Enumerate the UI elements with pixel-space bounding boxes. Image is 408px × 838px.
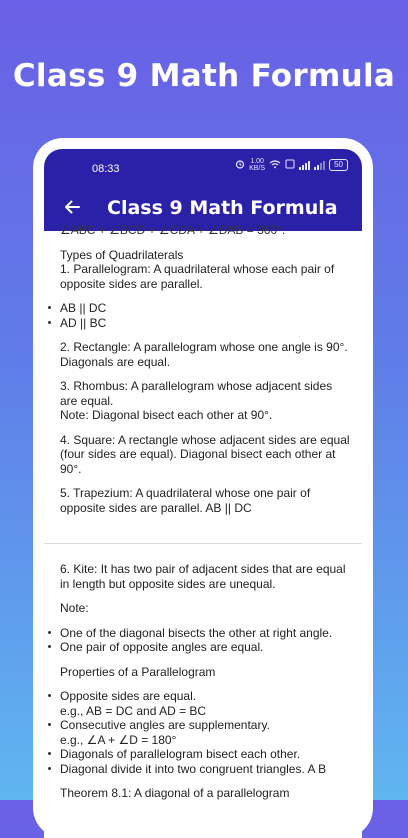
list-item-text: Diagonal divide it into two congruent triangles. A B <box>60 761 327 776</box>
theorem-text: Theorem 8.1: A diagonal of a parallelogram <box>60 786 290 800</box>
list-item-text: Consecutive angles are supplementary. <box>60 718 270 732</box>
list-item <box>60 718 350 747</box>
list-item-text: One pair of opposite angles are equal. <box>60 640 264 654</box>
list-item <box>60 762 350 777</box>
bullet-icon <box>48 321 51 324</box>
bullet-icon <box>48 306 51 309</box>
partial-formula-line: ∠ABC + ∠BCD + ∠CDA + ∠DAB = 360°. <box>60 223 286 237</box>
section-heading: Properties of a Parallelogram <box>60 664 216 679</box>
arrow-left-icon <box>64 199 80 215</box>
list-item <box>60 640 350 655</box>
list-item-text: One of the diagonal bisects the other at right angle. <box>60 625 333 640</box>
bullet-list <box>44 626 362 655</box>
section-heading: Types of Quadrilaterals <box>60 247 184 262</box>
battery-icon <box>329 159 348 171</box>
formula-content[interactable] <box>44 223 362 838</box>
bullet-icon <box>48 694 51 697</box>
list-item <box>60 689 350 718</box>
list-item-subtext: e.g., ∠A + ∠D = 180° <box>60 732 177 747</box>
status-bar <box>44 149 362 185</box>
wifi-icon <box>269 159 281 171</box>
list-item-text: AD || BC <box>60 315 107 330</box>
phone-screen <box>44 149 362 838</box>
signal-icon <box>299 160 310 170</box>
list-item <box>60 301 350 316</box>
bullet-list <box>44 689 362 776</box>
list-item <box>60 747 350 762</box>
promo-title: Class 9 Math Formula <box>12 58 396 94</box>
bullet-icon <box>48 723 51 726</box>
bullet-icon <box>48 752 51 755</box>
bullet-icon <box>48 631 51 634</box>
formula-item: 1. Parallelogram: A quadrilateral whose each pair of opposite sides are parallel. <box>60 262 335 291</box>
bullet-icon <box>48 645 51 648</box>
speed-unit: KB/S <box>249 165 266 172</box>
status-time: 08:33 <box>92 163 120 175</box>
volte-icon <box>285 159 295 171</box>
formula-item: 3. Rhombus: A parallelogram whose adjacent sides are equal. <box>60 379 333 408</box>
alarm-icon <box>235 159 245 171</box>
list-item-text: Diagonals of parallelogram bisect each other. <box>60 747 301 761</box>
note-label: Note: <box>60 601 89 615</box>
network-speed <box>249 158 265 172</box>
formula-item: 4. Square: A rectangle whose adjacent sides are equal (four sides are equal). Diagonal bisect each other at 90°. <box>60 432 350 476</box>
list-item <box>60 316 350 331</box>
bullet-icon <box>48 767 51 770</box>
back-button[interactable] <box>58 193 86 221</box>
formula-item: 2. Rectangle: A parallelogram whose one angle is 90°. Diagonals are equal. <box>60 340 348 369</box>
list-item-text: AB || DC <box>60 301 107 315</box>
formula-note: Note: Diagonal bisect each other at 90°. <box>60 408 273 422</box>
formula-card <box>44 223 362 515</box>
formula-card <box>44 543 362 801</box>
app-title: Class 9 Math Formula <box>107 197 338 219</box>
signal-icon-2 <box>314 160 325 170</box>
speed-value: 1.00 <box>250 158 264 165</box>
list-item-text: Opposite sides are equal. <box>60 689 197 703</box>
status-icons <box>235 158 348 172</box>
formula-item: 5. Trapezium: A quadrilateral whose one pair of opposite sides are parallel. AB || DC <box>60 486 311 515</box>
formula-item: 6. Kite: It has two pair of adjacent sides that are equal in length but opposite sides are unequal. <box>60 562 346 591</box>
battery-level: 50 <box>334 160 343 169</box>
bullet-list <box>44 301 362 330</box>
phone-frame <box>33 138 373 838</box>
list-item-subtext: e.g., AB = DC and AD = BC <box>60 703 207 718</box>
list-item <box>60 626 350 641</box>
